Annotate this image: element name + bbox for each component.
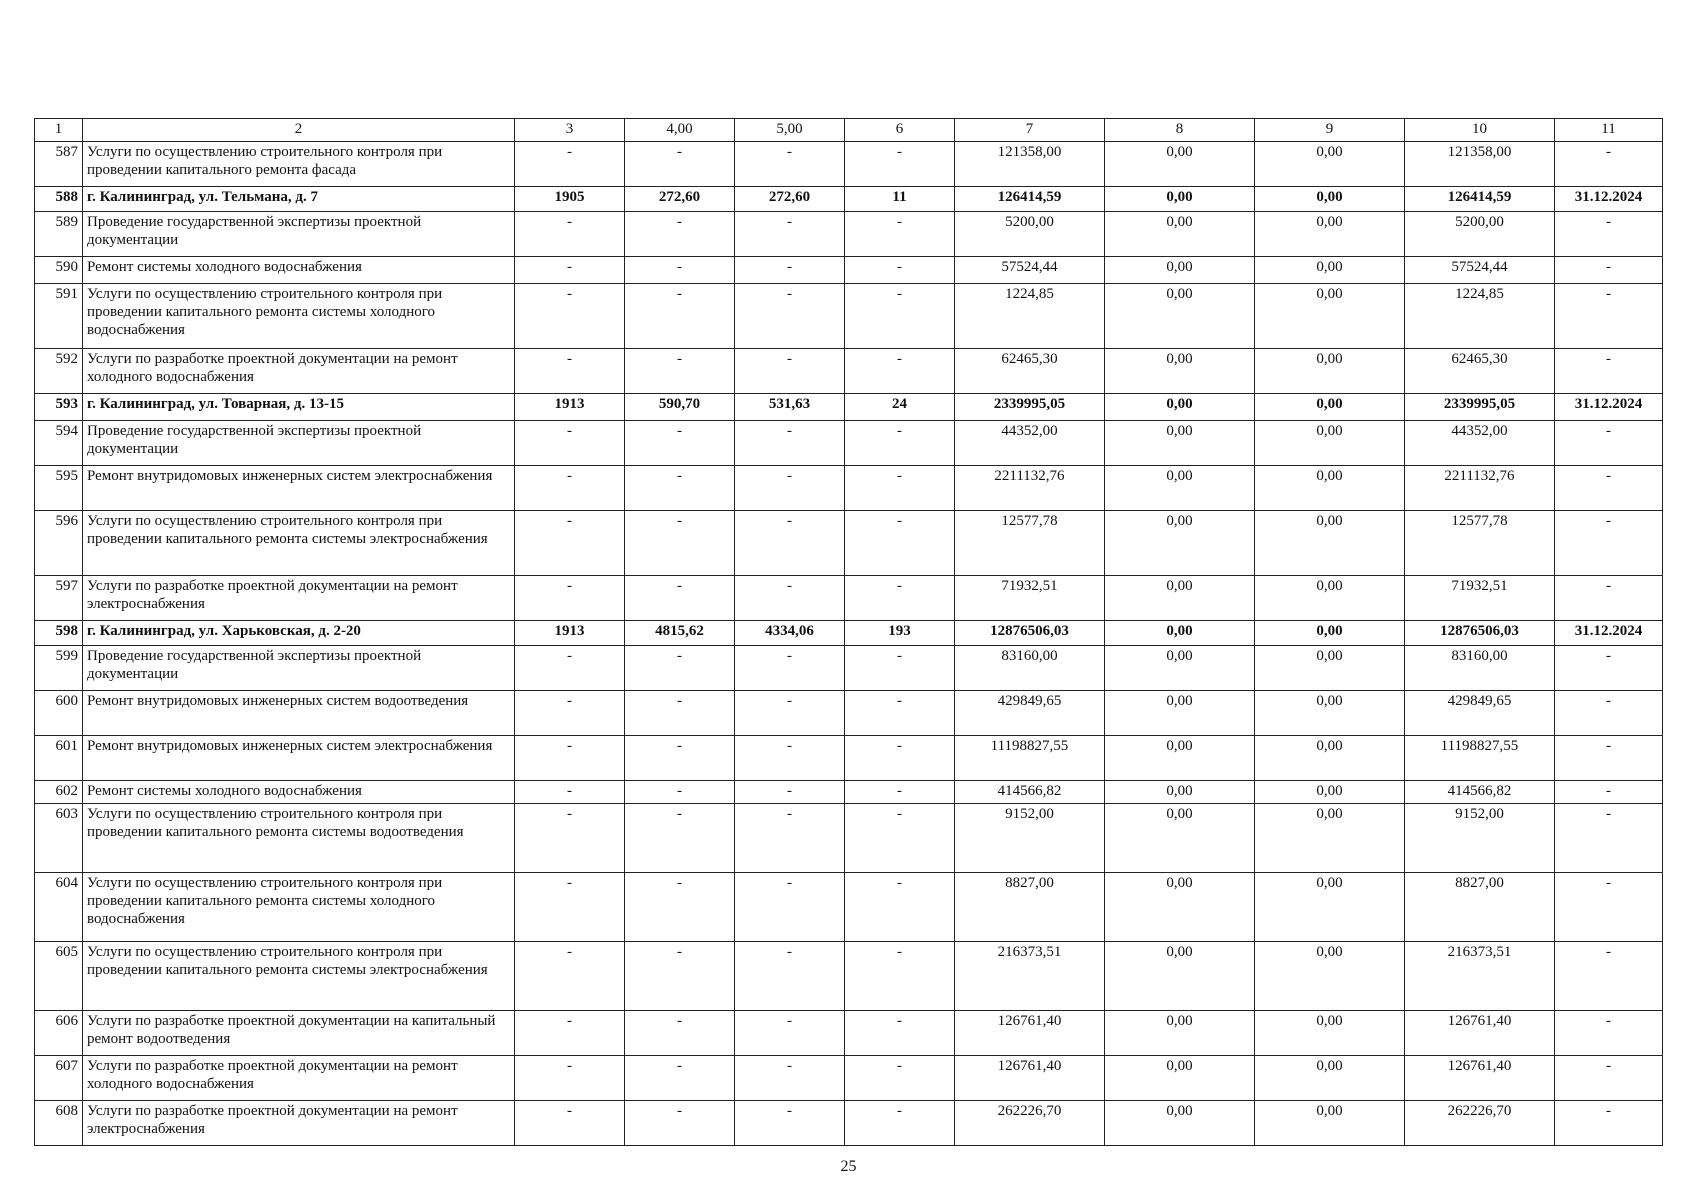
area-living-cell: - (735, 1101, 845, 1146)
residents-cell: - (845, 781, 955, 804)
deadline-cell: - (1555, 942, 1663, 1011)
cost-owners-cell: 2211132,76 (1405, 466, 1555, 511)
row-number-cell: 590 (35, 257, 83, 284)
cost-fund-cell: 0,00 (1105, 942, 1255, 1011)
page-number: 25 (840, 1158, 857, 1175)
cost-owners-cell: 9152,00 (1405, 804, 1555, 873)
deadline-cell: - (1555, 804, 1663, 873)
area-living-cell: - (735, 691, 845, 736)
area-living-cell: - (735, 1011, 845, 1056)
table-row (35, 421, 1663, 466)
cost-owners-cell: 83160,00 (1405, 646, 1555, 691)
residents-cell: - (845, 212, 955, 257)
header-cell: 4,00 (625, 119, 735, 142)
cost-budget-cell: 0,00 (1255, 621, 1405, 646)
residents-cell: - (845, 421, 955, 466)
cost-budget-cell: 0,00 (1255, 1056, 1405, 1101)
cost-budget-cell: 0,00 (1255, 187, 1405, 212)
description-cell: Услуги по осуществлению строительного контроля при проведении капитального ремонта системы холодного водоснабжения (83, 873, 515, 942)
residents-cell: - (845, 257, 955, 284)
cost-budget-cell: 0,00 (1255, 511, 1405, 576)
cost-fund-cell: 0,00 (1105, 212, 1255, 257)
table-row (35, 349, 1663, 394)
description-cell: Ремонт внутридомовых инженерных систем электроснабжения (83, 466, 515, 511)
description-cell: г. Калининград, ул. Тельмана, д. 7 (83, 187, 515, 212)
description-cell: Услуги по осуществлению строительного контроля при проведении капитального ремонта системы водоотведения (83, 804, 515, 873)
header-cell: 1 (35, 119, 83, 142)
row-number-cell: 597 (35, 576, 83, 621)
area-total-cell: 4815,62 (625, 621, 735, 646)
table-row (35, 1101, 1663, 1146)
cost-fund-cell: 0,00 (1105, 511, 1255, 576)
cost-owners-cell: 1224,85 (1405, 284, 1555, 349)
residents-cell: - (845, 142, 955, 187)
cost-owners-cell: 126761,40 (1405, 1056, 1555, 1101)
area-total-cell: - (625, 942, 735, 1011)
table-row (35, 691, 1663, 736)
cost-total-cell: 71932,51 (955, 576, 1105, 621)
cost-total-cell: 121358,00 (955, 142, 1105, 187)
area-total-cell: - (625, 873, 735, 942)
year-cell: - (515, 804, 625, 873)
deadline-cell: - (1555, 257, 1663, 284)
area-total-cell: - (625, 421, 735, 466)
table-row (35, 1011, 1663, 1056)
residents-cell: 24 (845, 394, 955, 421)
deadline-cell: - (1555, 142, 1663, 187)
deadline-cell: - (1555, 576, 1663, 621)
residents-cell: - (845, 284, 955, 349)
area-total-cell: - (625, 349, 735, 394)
row-number-cell: 595 (35, 466, 83, 511)
residents-cell: - (845, 466, 955, 511)
row-number-cell: 592 (35, 349, 83, 394)
cost-budget-cell: 0,00 (1255, 284, 1405, 349)
deadline-cell: - (1555, 646, 1663, 691)
cost-budget-cell: 0,00 (1255, 691, 1405, 736)
table-row (35, 804, 1663, 873)
cost-budget-cell: 0,00 (1255, 576, 1405, 621)
header-cell: 7 (955, 119, 1105, 142)
row-number-cell: 601 (35, 736, 83, 781)
year-cell: - (515, 873, 625, 942)
year-cell: 1905 (515, 187, 625, 212)
description-cell: Услуги по осуществлению строительного контроля при проведении капитального ремонта системы электроснабжения (83, 942, 515, 1011)
description-cell: Ремонт внутридомовых инженерных систем водоотведения (83, 691, 515, 736)
cost-owners-cell: 121358,00 (1405, 142, 1555, 187)
cost-owners-cell: 11198827,55 (1405, 736, 1555, 781)
cost-total-cell: 2211132,76 (955, 466, 1105, 511)
area-living-cell: - (735, 349, 845, 394)
header-cell: 10 (1405, 119, 1555, 142)
cost-fund-cell: 0,00 (1105, 691, 1255, 736)
cost-total-cell: 12876506,03 (955, 621, 1105, 646)
cost-fund-cell: 0,00 (1105, 576, 1255, 621)
cost-fund-cell: 0,00 (1105, 804, 1255, 873)
residents-cell: - (845, 1011, 955, 1056)
residents-cell: - (845, 804, 955, 873)
area-total-cell: - (625, 284, 735, 349)
table-row (35, 284, 1663, 349)
row-number-cell: 600 (35, 691, 83, 736)
cost-total-cell: 62465,30 (955, 349, 1105, 394)
area-living-cell: - (735, 212, 845, 257)
residents-cell: - (845, 646, 955, 691)
row-number-cell: 596 (35, 511, 83, 576)
year-cell: - (515, 1056, 625, 1101)
header-cell: 6 (845, 119, 955, 142)
cost-total-cell: 126414,59 (955, 187, 1105, 212)
deadline-cell: - (1555, 284, 1663, 349)
table-row (35, 646, 1663, 691)
document-sheet (34, 118, 1662, 1146)
row-number-cell: 594 (35, 421, 83, 466)
row-number-cell: 602 (35, 781, 83, 804)
area-living-cell: - (735, 257, 845, 284)
description-cell: Проведение государственной экспертизы проектной документации (83, 421, 515, 466)
cost-budget-cell: 0,00 (1255, 257, 1405, 284)
row-number-cell: 605 (35, 942, 83, 1011)
year-cell: 1913 (515, 394, 625, 421)
deadline-cell: - (1555, 1011, 1663, 1056)
cost-owners-cell: 5200,00 (1405, 212, 1555, 257)
table-row (35, 142, 1663, 187)
cost-owners-cell: 429849,65 (1405, 691, 1555, 736)
area-living-cell: 531,63 (735, 394, 845, 421)
year-cell: - (515, 1011, 625, 1056)
row-number-cell: 608 (35, 1101, 83, 1146)
area-total-cell: - (625, 804, 735, 873)
residents-cell: - (845, 1056, 955, 1101)
header-cell: 5,00 (735, 119, 845, 142)
deadline-cell: - (1555, 873, 1663, 942)
cost-fund-cell: 0,00 (1105, 421, 1255, 466)
area-total-cell: - (625, 511, 735, 576)
deadline-cell: - (1555, 212, 1663, 257)
year-cell: - (515, 691, 625, 736)
cost-owners-cell: 126414,59 (1405, 187, 1555, 212)
area-living-cell: - (735, 646, 845, 691)
cost-budget-cell: 0,00 (1255, 1101, 1405, 1146)
cost-owners-cell: 12876506,03 (1405, 621, 1555, 646)
deadline-cell: - (1555, 511, 1663, 576)
cost-budget-cell: 0,00 (1255, 804, 1405, 873)
cost-fund-cell: 0,00 (1105, 394, 1255, 421)
cost-fund-cell: 0,00 (1105, 621, 1255, 646)
year-cell: - (515, 511, 625, 576)
residents-cell: - (845, 691, 955, 736)
year-cell: - (515, 349, 625, 394)
residents-cell: - (845, 736, 955, 781)
area-living-cell: - (735, 284, 845, 349)
cost-owners-cell: 8827,00 (1405, 873, 1555, 942)
year-cell: - (515, 1101, 625, 1146)
row-number-cell: 606 (35, 1011, 83, 1056)
year-cell: - (515, 646, 625, 691)
area-total-cell: - (625, 1101, 735, 1146)
cost-total-cell: 12577,78 (955, 511, 1105, 576)
cost-fund-cell: 0,00 (1105, 736, 1255, 781)
cost-budget-cell: 0,00 (1255, 212, 1405, 257)
area-living-cell: - (735, 142, 845, 187)
cost-owners-cell: 126761,40 (1405, 1011, 1555, 1056)
year-cell: - (515, 576, 625, 621)
table-row (35, 576, 1663, 621)
year-cell: - (515, 942, 625, 1011)
table-body (35, 119, 1663, 1146)
year-cell: - (515, 257, 625, 284)
cost-fund-cell: 0,00 (1105, 646, 1255, 691)
year-cell: - (515, 284, 625, 349)
description-cell: Проведение государственной экспертизы проектной документации (83, 646, 515, 691)
area-total-cell: - (625, 576, 735, 621)
area-total-cell: - (625, 736, 735, 781)
area-total-cell: - (625, 466, 735, 511)
cost-budget-cell: 0,00 (1255, 1011, 1405, 1056)
row-number-cell: 599 (35, 646, 83, 691)
cost-total-cell: 9152,00 (955, 804, 1105, 873)
description-cell: Ремонт внутридомовых инженерных систем электроснабжения (83, 736, 515, 781)
cost-budget-cell: 0,00 (1255, 142, 1405, 187)
cost-total-cell: 8827,00 (955, 873, 1105, 942)
area-living-cell: - (735, 421, 845, 466)
area-total-cell: 590,70 (625, 394, 735, 421)
deadline-cell: - (1555, 349, 1663, 394)
cost-fund-cell: 0,00 (1105, 1101, 1255, 1146)
table-row (35, 212, 1663, 257)
residents-cell: - (845, 873, 955, 942)
cost-owners-cell: 262226,70 (1405, 1101, 1555, 1146)
table-row (35, 942, 1663, 1011)
deadline-cell: - (1555, 421, 1663, 466)
area-total-cell: - (625, 691, 735, 736)
description-cell: Ремонт системы холодного водоснабжения (83, 257, 515, 284)
area-living-cell: - (735, 781, 845, 804)
deadline-cell: - (1555, 1101, 1663, 1146)
header-cell: 2 (83, 119, 515, 142)
year-cell: - (515, 781, 625, 804)
area-living-cell: - (735, 804, 845, 873)
description-cell: Услуги по осуществлению строительного контроля при проведении капитального ремонта системы холодного водоснабжения (83, 284, 515, 349)
year-cell: - (515, 736, 625, 781)
cost-total-cell: 1224,85 (955, 284, 1105, 349)
cost-owners-cell: 44352,00 (1405, 421, 1555, 466)
cost-total-cell: 11198827,55 (955, 736, 1105, 781)
table-row (35, 257, 1663, 284)
deadline-cell: 31.12.2024 (1555, 621, 1663, 646)
cost-budget-cell: 0,00 (1255, 942, 1405, 1011)
area-living-cell: - (735, 511, 845, 576)
row-number-cell: 589 (35, 212, 83, 257)
cost-budget-cell: 0,00 (1255, 394, 1405, 421)
residents-cell: - (845, 576, 955, 621)
header-cell: 11 (1555, 119, 1663, 142)
residents-cell: - (845, 942, 955, 1011)
row-number-cell: 603 (35, 804, 83, 873)
area-living-cell: - (735, 736, 845, 781)
table-row (35, 621, 1663, 646)
cost-total-cell: 126761,40 (955, 1011, 1105, 1056)
row-number-cell: 588 (35, 187, 83, 212)
cost-fund-cell: 0,00 (1105, 781, 1255, 804)
cost-fund-cell: 0,00 (1105, 349, 1255, 394)
description-cell: Услуги по осуществлению строительного контроля при проведении капитального ремонта фасада (83, 142, 515, 187)
row-number-cell: 598 (35, 621, 83, 646)
cost-budget-cell: 0,00 (1255, 781, 1405, 804)
table-row (35, 873, 1663, 942)
cost-fund-cell: 0,00 (1105, 257, 1255, 284)
area-total-cell: - (625, 781, 735, 804)
cost-fund-cell: 0,00 (1105, 284, 1255, 349)
area-living-cell: - (735, 942, 845, 1011)
description-cell: Проведение государственной экспертизы проектной документации (83, 212, 515, 257)
cost-fund-cell: 0,00 (1105, 1011, 1255, 1056)
cost-fund-cell: 0,00 (1105, 142, 1255, 187)
table-row (35, 736, 1663, 781)
table-row (35, 511, 1663, 576)
description-cell: Услуги по разработке проектной документации на капитальный ремонт водоотведения (83, 1011, 515, 1056)
area-total-cell: - (625, 212, 735, 257)
table-row (35, 1056, 1663, 1101)
cost-budget-cell: 0,00 (1255, 421, 1405, 466)
year-cell: - (515, 142, 625, 187)
deadline-cell: 31.12.2024 (1555, 394, 1663, 421)
cost-budget-cell: 0,00 (1255, 466, 1405, 511)
area-living-cell: - (735, 466, 845, 511)
area-total-cell: 272,60 (625, 187, 735, 212)
cost-owners-cell: 71932,51 (1405, 576, 1555, 621)
row-number-cell: 591 (35, 284, 83, 349)
row-number-cell: 607 (35, 1056, 83, 1101)
repair-program-table (34, 118, 1663, 1146)
row-number-cell: 604 (35, 873, 83, 942)
cost-owners-cell: 12577,78 (1405, 511, 1555, 576)
area-living-cell: 4334,06 (735, 621, 845, 646)
area-living-cell: - (735, 873, 845, 942)
area-total-cell: - (625, 257, 735, 284)
table-row (35, 187, 1663, 212)
cost-owners-cell: 216373,51 (1405, 942, 1555, 1011)
cost-budget-cell: 0,00 (1255, 873, 1405, 942)
cost-fund-cell: 0,00 (1105, 466, 1255, 511)
year-cell: 1913 (515, 621, 625, 646)
table-row (35, 466, 1663, 511)
description-cell: г. Калининград, ул. Харьковская, д. 2-20 (83, 621, 515, 646)
deadline-cell: - (1555, 736, 1663, 781)
header-cell: 8 (1105, 119, 1255, 142)
deadline-cell: - (1555, 781, 1663, 804)
cost-total-cell: 262226,70 (955, 1101, 1105, 1146)
description-cell: Услуги по осуществлению строительного контроля при проведении капитального ремонта системы электроснабжения (83, 511, 515, 576)
cost-owners-cell: 57524,44 (1405, 257, 1555, 284)
cost-owners-cell: 414566,82 (1405, 781, 1555, 804)
description-cell: Услуги по разработке проектной документации на ремонт электроснабжения (83, 1101, 515, 1146)
cost-total-cell: 2339995,05 (955, 394, 1105, 421)
cost-budget-cell: 0,00 (1255, 736, 1405, 781)
residents-cell: 11 (845, 187, 955, 212)
area-total-cell: - (625, 646, 735, 691)
area-living-cell: 272,60 (735, 187, 845, 212)
description-cell: Услуги по разработке проектной документации на ремонт холодного водоснабжения (83, 1056, 515, 1101)
year-cell: - (515, 212, 625, 257)
column-number-row (35, 119, 1663, 142)
cost-owners-cell: 2339995,05 (1405, 394, 1555, 421)
row-number-cell: 587 (35, 142, 83, 187)
table-row (35, 781, 1663, 804)
cost-total-cell: 5200,00 (955, 212, 1105, 257)
description-cell: Услуги по разработке проектной документации на ремонт холодного водоснабжения (83, 349, 515, 394)
cost-budget-cell: 0,00 (1255, 646, 1405, 691)
area-total-cell: - (625, 1011, 735, 1056)
description-cell: Услуги по разработке проектной документации на ремонт электроснабжения (83, 576, 515, 621)
deadline-cell: - (1555, 1056, 1663, 1101)
cost-total-cell: 429849,65 (955, 691, 1105, 736)
year-cell: - (515, 466, 625, 511)
cost-fund-cell: 0,00 (1105, 873, 1255, 942)
cost-total-cell: 414566,82 (955, 781, 1105, 804)
year-cell: - (515, 421, 625, 466)
cost-owners-cell: 62465,30 (1405, 349, 1555, 394)
area-living-cell: - (735, 576, 845, 621)
cost-total-cell: 216373,51 (955, 942, 1105, 1011)
residents-cell: - (845, 349, 955, 394)
cost-total-cell: 126761,40 (955, 1056, 1105, 1101)
area-total-cell: - (625, 1056, 735, 1101)
residents-cell: - (845, 511, 955, 576)
deadline-cell: - (1555, 466, 1663, 511)
cost-total-cell: 44352,00 (955, 421, 1105, 466)
area-living-cell: - (735, 1056, 845, 1101)
cost-fund-cell: 0,00 (1105, 1056, 1255, 1101)
header-cell: 3 (515, 119, 625, 142)
cost-total-cell: 57524,44 (955, 257, 1105, 284)
deadline-cell: - (1555, 691, 1663, 736)
row-number-cell: 593 (35, 394, 83, 421)
cost-total-cell: 83160,00 (955, 646, 1105, 691)
area-total-cell: - (625, 142, 735, 187)
cost-fund-cell: 0,00 (1105, 187, 1255, 212)
residents-cell: - (845, 1101, 955, 1146)
description-cell: г. Калининград, ул. Товарная, д. 13-15 (83, 394, 515, 421)
cost-budget-cell: 0,00 (1255, 349, 1405, 394)
description-cell: Ремонт системы холодного водоснабжения (83, 781, 515, 804)
table-row (35, 394, 1663, 421)
deadline-cell: 31.12.2024 (1555, 187, 1663, 212)
header-cell: 9 (1255, 119, 1405, 142)
residents-cell: 193 (845, 621, 955, 646)
